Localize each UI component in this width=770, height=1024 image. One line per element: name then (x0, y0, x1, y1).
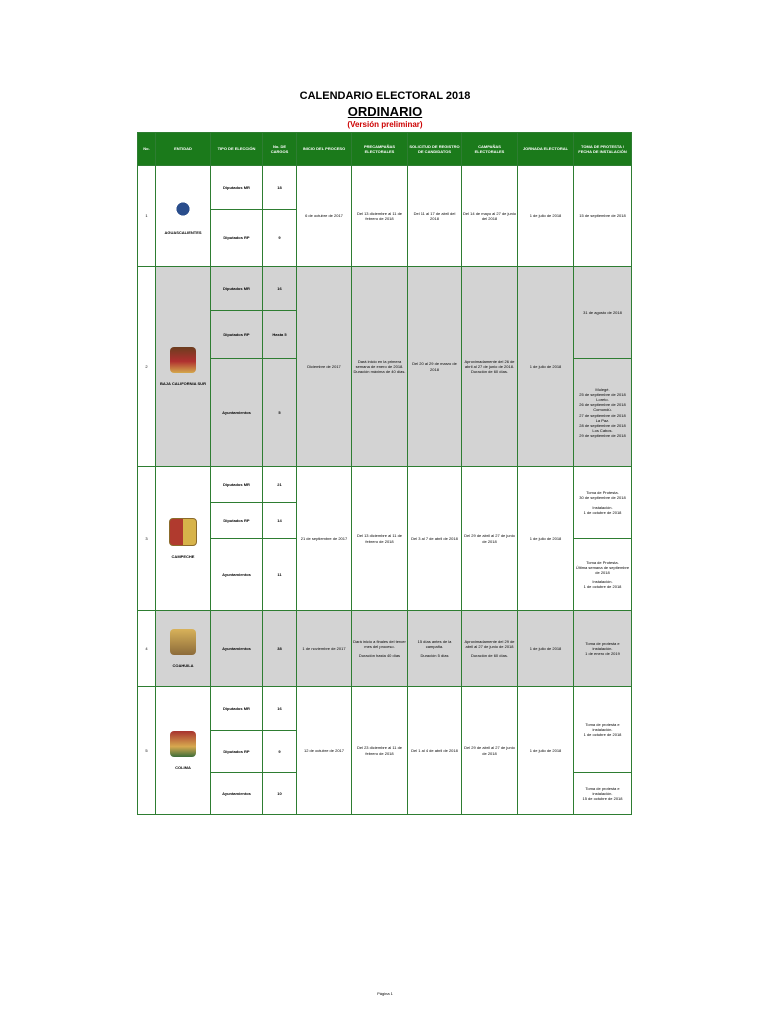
installation-date-value: 15 de octubre de 2018 (582, 796, 623, 802)
entity-name: COAHUILA (172, 662, 194, 668)
election-type: Diputados MR (211, 166, 263, 210)
version-note: (Versión preliminar) (347, 120, 423, 129)
header-jornada: JORNADA ELECTORAL (518, 133, 574, 166)
header-no: No. (138, 133, 156, 166)
seat-count: 9 (263, 731, 297, 773)
seat-count: 10 (263, 773, 297, 815)
entity-name: COLIMA (175, 764, 191, 770)
entity-cell (156, 267, 211, 467)
campaign-duration: Duración de 60 días. (471, 653, 508, 659)
election-type: Diputados MR (211, 267, 263, 311)
document-title: CALENDARIO ELECTORAL 2018 (299, 90, 471, 102)
row-number: 2 (138, 267, 156, 467)
election-type: Ayuntamientos (211, 773, 263, 815)
entity-cell (156, 467, 211, 611)
municipality-name: Loreto. (596, 396, 609, 402)
oath-date: Última semana de septiembre de 2018 (575, 564, 630, 575)
header-toma: TOMA DE PROTESTA / FECHA DE INSTALACIÓN (574, 133, 632, 166)
installation-date-value: 1 de octubre de 2018 (583, 584, 622, 590)
header-campanas: CAMPAÑAS ELECTORALES (462, 133, 518, 166)
installation-date (574, 539, 632, 611)
election-type: Diputados RP (211, 503, 263, 539)
election-day: 1 de julio de 2018 (518, 467, 574, 611)
municipality-name: Mulegé. (595, 386, 610, 392)
municipality-date: 28 de septiembre de 2018 (579, 422, 626, 428)
seat-count: 18 (263, 166, 297, 210)
election-type: Diputados MR (211, 687, 263, 731)
election-type: Diputados RP (211, 210, 263, 267)
campaign-range: Aproximadamente del 29 de abril al 27 de junio de 2018 (464, 638, 515, 649)
row-number: 1 (138, 166, 156, 267)
header-inicio: INICIO DEL PROCESO (297, 133, 352, 166)
entity-name: CAMPECHE (171, 553, 195, 559)
election-day: 1 de julio de 2018 (518, 687, 574, 815)
header-solicitud: SOLICITUD DE REGISTRO DE CANDIDATOS (408, 133, 462, 166)
municipality-name: La Paz. (595, 417, 610, 423)
municipality-date: 29 de septiembre de 2018 (579, 433, 626, 439)
seat-count: 9 (263, 210, 297, 267)
election-type: Ayuntamientos (211, 359, 263, 467)
entity-cell (156, 687, 211, 815)
electoral-calendar-table (137, 132, 632, 815)
registration-dates: Del 1 al 4 de abril de 2018 (408, 687, 462, 815)
campaign-dates: Aproximadamente del 26 de abril al 27 de junio de 2018. Duración de 60 días. (462, 267, 518, 467)
entity-name: AGUASCALIENTES (164, 230, 202, 236)
registration-dates: Del 20 al 29 de marzo de 2018 (408, 267, 462, 467)
seat-count: Hasta 5 (263, 311, 297, 359)
municipality-date: 27 de septiembre de 2018 (579, 412, 626, 418)
installation-date (574, 687, 632, 773)
header-entidad: ENTIDAD (156, 133, 211, 166)
precampaign-dates (352, 611, 408, 687)
row-number: 3 (138, 467, 156, 611)
installation-label: Toma de protesta e instalación. (585, 721, 620, 732)
installation-label: Toma de protesta e instalación. (585, 785, 620, 796)
installation-date-value: 1 de octubre de 2018 (583, 732, 622, 738)
process-start: 21 de septiembre de 2017 (297, 467, 352, 611)
municipality-name: Los Cabos. (592, 428, 613, 434)
process-start: 1 de noviembre de 2017 (297, 611, 352, 687)
seat-count: 11 (263, 539, 297, 611)
process-start: 12 de octubre de 2017 (297, 687, 352, 815)
election-type: Diputados RP (211, 311, 263, 359)
municipality-date: 25 de septiembre de 2018 (579, 391, 626, 397)
election-day: 1 de julio de 2018 (518, 166, 574, 267)
installation-date (574, 611, 632, 687)
entity-cell (156, 611, 211, 687)
precampaign-dates: Del 13 diciembre al 11 de febrero de 2018 (352, 467, 408, 611)
campaign-dates: Del 14 de mayo al 27 de junio del 2018 (462, 166, 518, 267)
seat-count: 5 (263, 359, 297, 467)
precampaign-dates: Dará inicio en la primera semana de enero de 2018. Duración máxima de 40 días. (352, 267, 408, 467)
registration-dates: Del 11 al 17 de abril del 2018 (408, 166, 462, 267)
municipality-date: 26 de septiembre de 2018 (579, 402, 626, 408)
seat-count: 16 (263, 687, 297, 731)
table-header-row (138, 133, 632, 166)
installation-date (574, 773, 632, 815)
election-day: 1 de julio de 2018 (518, 267, 574, 467)
registration-dates (408, 611, 462, 687)
election-type: Diputados RP (211, 731, 263, 773)
installation-label: Toma de protesta e instalación. (585, 640, 620, 651)
entity-cell (156, 166, 211, 267)
table-row (138, 687, 632, 731)
table-row (138, 467, 632, 503)
election-type: Ayuntamientos (211, 539, 263, 611)
precampaign-dates: Del 23 diciembre al 11 de febrero de 2018 (352, 687, 408, 815)
row-number: 5 (138, 687, 156, 815)
seat-count: 21 (263, 467, 297, 503)
process-start: Diciembre de 2017 (297, 267, 352, 467)
coat-of-arms-icon (170, 347, 196, 373)
campaign-dates: Del 29 de abril al 27 de junio de 2018 (462, 687, 518, 815)
table-row (138, 267, 632, 311)
oath-date: 30 de septiembre de 2018 (579, 495, 626, 501)
installation-dates-municipal (574, 359, 632, 467)
seat-count: 14 (263, 503, 297, 539)
installation-date: 15 de septiembre de 2018 (574, 166, 632, 267)
oath-label: Toma de Protesta. (586, 559, 619, 565)
precampaign-duration: Duración hasta 40 días (358, 653, 401, 659)
election-type: Diputados MR (211, 467, 263, 503)
process-start: 6 de octubre de 2017 (297, 166, 352, 267)
installation-date (574, 467, 632, 539)
coat-of-arms-icon (170, 196, 196, 222)
municipality-name: Comondú. (593, 407, 612, 413)
registration-duration: Duración 5 días (420, 653, 449, 659)
installation-date: 31 de agosto de 2018 (574, 267, 632, 359)
registration-start: 15 días antes de la campaña. (417, 638, 452, 649)
table-row (138, 611, 632, 687)
document-subtitle: ORDINARIO (347, 104, 423, 119)
installation-label: Instalación. (592, 579, 613, 585)
header-tipo: TIPO DE ELECCIÓN (211, 133, 263, 166)
campaign-dates: Del 29 de abril al 27 de junio de 2018 (462, 467, 518, 611)
header-cargos: No. DE CARGOS (263, 133, 297, 166)
page-number: Página 1 (377, 991, 393, 996)
coat-of-arms-icon (169, 518, 197, 546)
table-row (138, 166, 632, 210)
installation-date-value: 1 de octubre de 2018 (583, 509, 622, 515)
header-precampanas: PRECAMPAÑAS ELECTORALES (352, 133, 408, 166)
registration-dates: Del 3 al 7 de abril de 2018 (408, 467, 462, 611)
precampaign-start: Dará inicio a finales del tercer mes del proceso. (353, 638, 406, 649)
election-type: Ayuntamientos (211, 611, 263, 687)
installation-date-value: 1 de enero de 2019 (585, 651, 620, 657)
seat-count: 38 (263, 611, 297, 687)
entity-name: BAJA CALIFORNIA SUR (160, 380, 206, 386)
row-number: 4 (138, 611, 156, 687)
election-day: 1 de julio de 2018 (518, 611, 574, 687)
coat-of-arms-icon (170, 629, 196, 655)
installation-label: Instalación. (592, 504, 613, 510)
coat-of-arms-icon (170, 731, 196, 757)
campaign-dates (462, 611, 518, 687)
precampaign-dates: Del 13 diciembre al 11 de febrero de 2018 (352, 166, 408, 267)
seat-count: 16 (263, 267, 297, 311)
oath-label: Toma de Protesta. (586, 490, 619, 496)
